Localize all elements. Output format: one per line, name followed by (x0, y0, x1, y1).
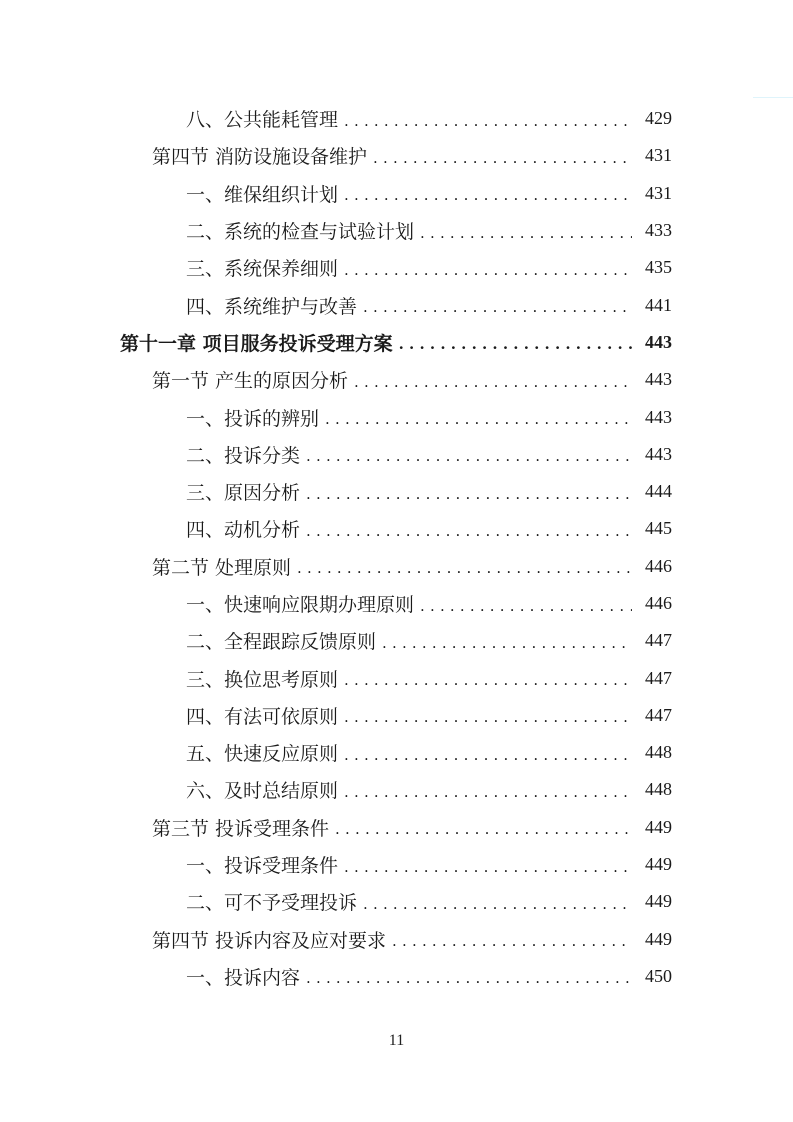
toc-entry-title: 四、系统维护与改善 (186, 295, 358, 318)
toc-dot-leader (392, 932, 632, 950)
corner-decoration (753, 97, 793, 98)
toc-entry[interactable] (0, 883, 793, 920)
toc-entry[interactable] (0, 659, 793, 696)
toc-dot-leader (363, 895, 632, 913)
toc-entry-title: 一、维保组织计划 (186, 183, 339, 206)
toc-entry-title: 第十一章 项目服务投诉受理方案 (120, 332, 393, 355)
toc-dot-leader (373, 149, 632, 167)
toc-entry[interactable] (0, 809, 793, 846)
toc-dot-leader (363, 298, 632, 316)
toc-entry[interactable] (0, 846, 793, 883)
toc-entry-page: 449 (645, 928, 672, 949)
toc-dot-leader (382, 634, 632, 652)
toc-entry-page: 450 (645, 965, 672, 986)
toc-dot-leader (297, 559, 632, 577)
toc-entry[interactable] (0, 921, 793, 958)
toc-dot-leader (344, 858, 632, 876)
toc-dot-leader (344, 783, 632, 801)
toc-dot-leader (420, 597, 632, 615)
toc-entry[interactable] (0, 137, 793, 174)
toc-entry-page: 449 (645, 816, 672, 837)
toc-entry[interactable] (0, 510, 793, 547)
toc-dot-leader (420, 224, 632, 242)
toc-entry[interactable] (0, 548, 793, 585)
toc-entry-page: 447 (645, 704, 672, 725)
toc-entry-title: 四、动机分析 (186, 519, 301, 542)
toc-entry[interactable] (0, 436, 793, 473)
toc-entry-title: 第四节 消防设施设备维护 (152, 146, 368, 169)
toc-entry-title: 二、投诉分类 (186, 444, 301, 467)
toc-dot-leader (344, 186, 632, 204)
toc-entry-page: 446 (645, 555, 672, 576)
toc-entry-page: 431 (645, 182, 672, 203)
toc-entry-page: 441 (645, 294, 672, 315)
toc-entry-title: 一、投诉受理条件 (186, 855, 339, 878)
toc-entry-page: 443 (645, 331, 672, 352)
toc-entry[interactable] (0, 734, 793, 771)
toc-entry-page: 443 (645, 443, 672, 464)
toc-entry-title: 第四节 投诉内容及应对要求 (152, 929, 387, 952)
toc-entry-title: 一、快速响应限期办理原则 (186, 594, 415, 616)
toc-entry-title: 二、系统的检查与试验计划 (186, 221, 415, 244)
toc-dot-leader (344, 261, 632, 279)
toc-dot-leader (325, 410, 632, 428)
toc-dot-leader (306, 969, 632, 987)
toc-entry-title: 第三节 投诉受理条件 (152, 817, 330, 840)
toc-dot-leader (344, 671, 632, 689)
toc-entry[interactable] (0, 771, 793, 808)
toc-entry[interactable] (0, 585, 793, 622)
toc-entry-title: 第一节 产生的原因分析 (152, 370, 349, 393)
toc-entry-page: 446 (645, 593, 672, 613)
toc-entry-page: 449 (645, 891, 672, 912)
toc-entry[interactable] (0, 212, 793, 249)
toc-entry-page: 443 (645, 406, 672, 427)
toc-dot-leader (344, 746, 632, 764)
toc-entry-title: 四、有法可依原则 (186, 705, 339, 728)
toc-entry[interactable] (0, 473, 793, 510)
toc-dot-leader (399, 335, 632, 353)
toc-entry-page: 447 (645, 630, 672, 651)
toc-entry[interactable] (0, 361, 793, 398)
toc-entry-title: 三、换位思考原则 (186, 668, 339, 691)
toc-entry-page: 444 (645, 481, 672, 502)
toc-entry-page: 448 (645, 742, 672, 763)
toc-entry[interactable] (0, 697, 793, 734)
toc-entry-page: 443 (645, 369, 672, 390)
toc-entry-page: 445 (645, 518, 672, 539)
toc-entry[interactable] (0, 286, 793, 323)
toc-dot-leader (335, 820, 632, 838)
toc-dot-leader (306, 485, 632, 503)
toc-entry-page: 449 (645, 854, 672, 875)
toc-dot-leader (344, 112, 632, 130)
toc-entry-title: 二、可不予受理投诉 (186, 892, 358, 915)
toc-dot-leader (354, 373, 632, 391)
toc-dot-leader (344, 708, 632, 726)
toc-entry[interactable] (0, 622, 793, 659)
toc-entry-title: 三、系统保养细则 (186, 258, 339, 281)
toc-entry-title: 五、快速反应原则 (186, 743, 339, 766)
toc-dot-leader (306, 447, 632, 465)
toc-entry[interactable] (0, 324, 793, 361)
page-number: 11 (388, 1032, 405, 1049)
toc-entry-title: 一、投诉内容 (186, 966, 301, 989)
toc-dot-leader (306, 522, 632, 540)
toc-entry[interactable] (0, 958, 793, 995)
toc-entry[interactable] (0, 249, 793, 286)
table-of-contents (0, 100, 793, 995)
toc-entry-title: 一、投诉的辨别 (186, 407, 320, 430)
toc-entry-page: 447 (645, 667, 672, 688)
toc-entry-title: 三、原因分析 (186, 482, 301, 505)
toc-entry-page: 435 (645, 257, 672, 278)
toc-entry[interactable] (0, 175, 793, 212)
toc-entry-title: 二、全程跟踪反馈原则 (186, 631, 377, 654)
toc-entry-page: 433 (645, 220, 672, 241)
toc-entry-title: 六、及时总结原则 (186, 780, 339, 803)
toc-entry-page: 429 (645, 108, 672, 129)
toc-entry-title: 八、公共能耗管理 (186, 109, 339, 132)
toc-entry[interactable] (0, 398, 793, 435)
toc-entry[interactable] (0, 100, 793, 137)
toc-entry-page: 431 (645, 145, 672, 166)
toc-entry-page: 448 (645, 779, 672, 800)
toc-entry-title: 第二节 处理原则 (152, 556, 292, 579)
